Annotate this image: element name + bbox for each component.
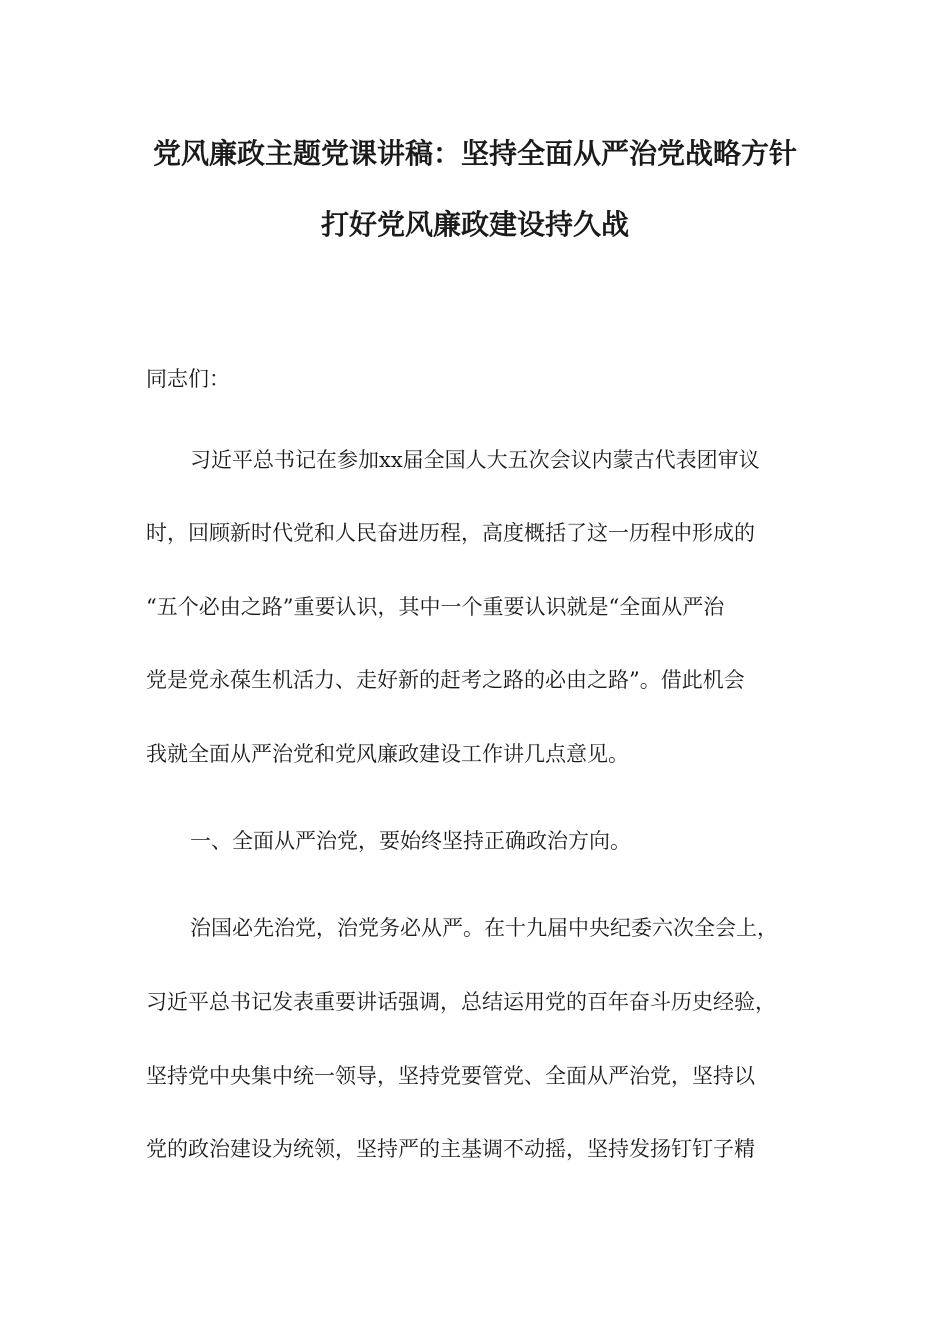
section-heading-1: 一、全面从严治党，要始终坚持正确政治方向。 <box>190 829 631 853</box>
paragraph-1-line: 习近平总书记在参加xx届全国人大五次会议内蒙古代表团审议 <box>190 448 760 472</box>
paragraph-1-line: 我就全面从严治党和党风廉政建设工作讲几点意见。 <box>146 742 629 766</box>
paragraph-2-line: 治国必先治党，治党务必从严。在十九届中央纪委六次全会上， <box>190 916 778 940</box>
paragraph-2-line: 坚持党中央集中统一领导，坚持党要管党、全面从严治党，坚持以 <box>146 1064 755 1088</box>
document-title-line-2: 打好党风廉政建设持久战 <box>320 208 629 241</box>
paragraph-2-line: 习近平总书记发表重要讲话强调，总结运用党的百年奋斗历史经验， <box>146 990 776 1014</box>
paragraph-1-line: 党是党永葆生机活力、走好新的赶考之路的必由之路”。借此机会 <box>146 668 745 692</box>
document-title-line-1: 党风廉政主题党课讲稿：坚持全面从严治党战略方针 <box>152 137 797 170</box>
paragraph-1-line: 时，回顾新时代党和人民奋进历程，高度概括了这一历程中形成的 <box>146 521 755 545</box>
salutation: 同志们： <box>146 367 230 391</box>
paragraph-1-line: “五个必由之路”重要认识，其中一个重要认识就是“全面从严治 <box>146 595 725 619</box>
paragraph-2-line: 党的政治建设为统领，坚持严的主基调不动摇，坚持发扬钉钉子精 <box>146 1137 755 1161</box>
